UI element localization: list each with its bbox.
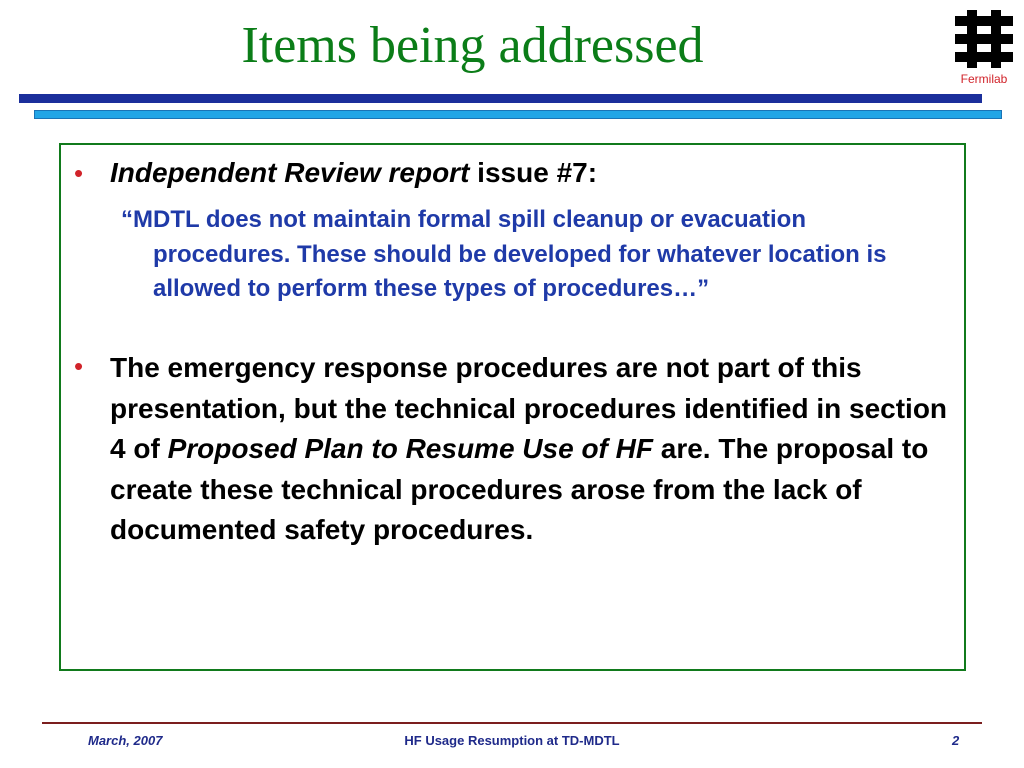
fermilab-logo: [952, 10, 1016, 90]
bullet-2-part1: The emergency response procedures are not part of this presentation, but the technical procedures identified in section 4 of: [110, 352, 948, 464]
footer-divider: [42, 722, 982, 724]
bullet-marker: •: [74, 351, 84, 381]
content-box: [59, 143, 966, 671]
bullet-1-italic: Independent Review report: [110, 157, 470, 188]
logo-label: Fermilab: [960, 72, 1008, 86]
footer-date: March, 2007: [88, 733, 163, 748]
header-bar-dark: [19, 94, 982, 103]
bullet-2-text: [110, 348, 950, 551]
header-bar-light: [34, 110, 1002, 119]
footer-title: HF Usage Resumption at TD-MDTL: [404, 733, 620, 748]
bullet-2-part2: are. The proposal to create these technical procedures arose from the lack of documented safety procedures.: [110, 433, 929, 545]
slide-title: Items being addressed: [241, 17, 704, 74]
bullet-marker: •: [74, 158, 84, 188]
bullet-2-italic: Proposed Plan to Resume Use of HF: [167, 433, 653, 464]
bullet-1-regular: issue #7:: [469, 157, 598, 188]
fermilab-logo-icon: [955, 10, 1013, 68]
bullet-1-text: [110, 155, 940, 191]
review-quote: “MDTL does not maintain formal spill cleanup or evacuation procedures. These should be developed for whatever location is allowed to perform these types of procedures…”: [121, 206, 887, 302]
footer-page-number: 2: [952, 733, 960, 748]
